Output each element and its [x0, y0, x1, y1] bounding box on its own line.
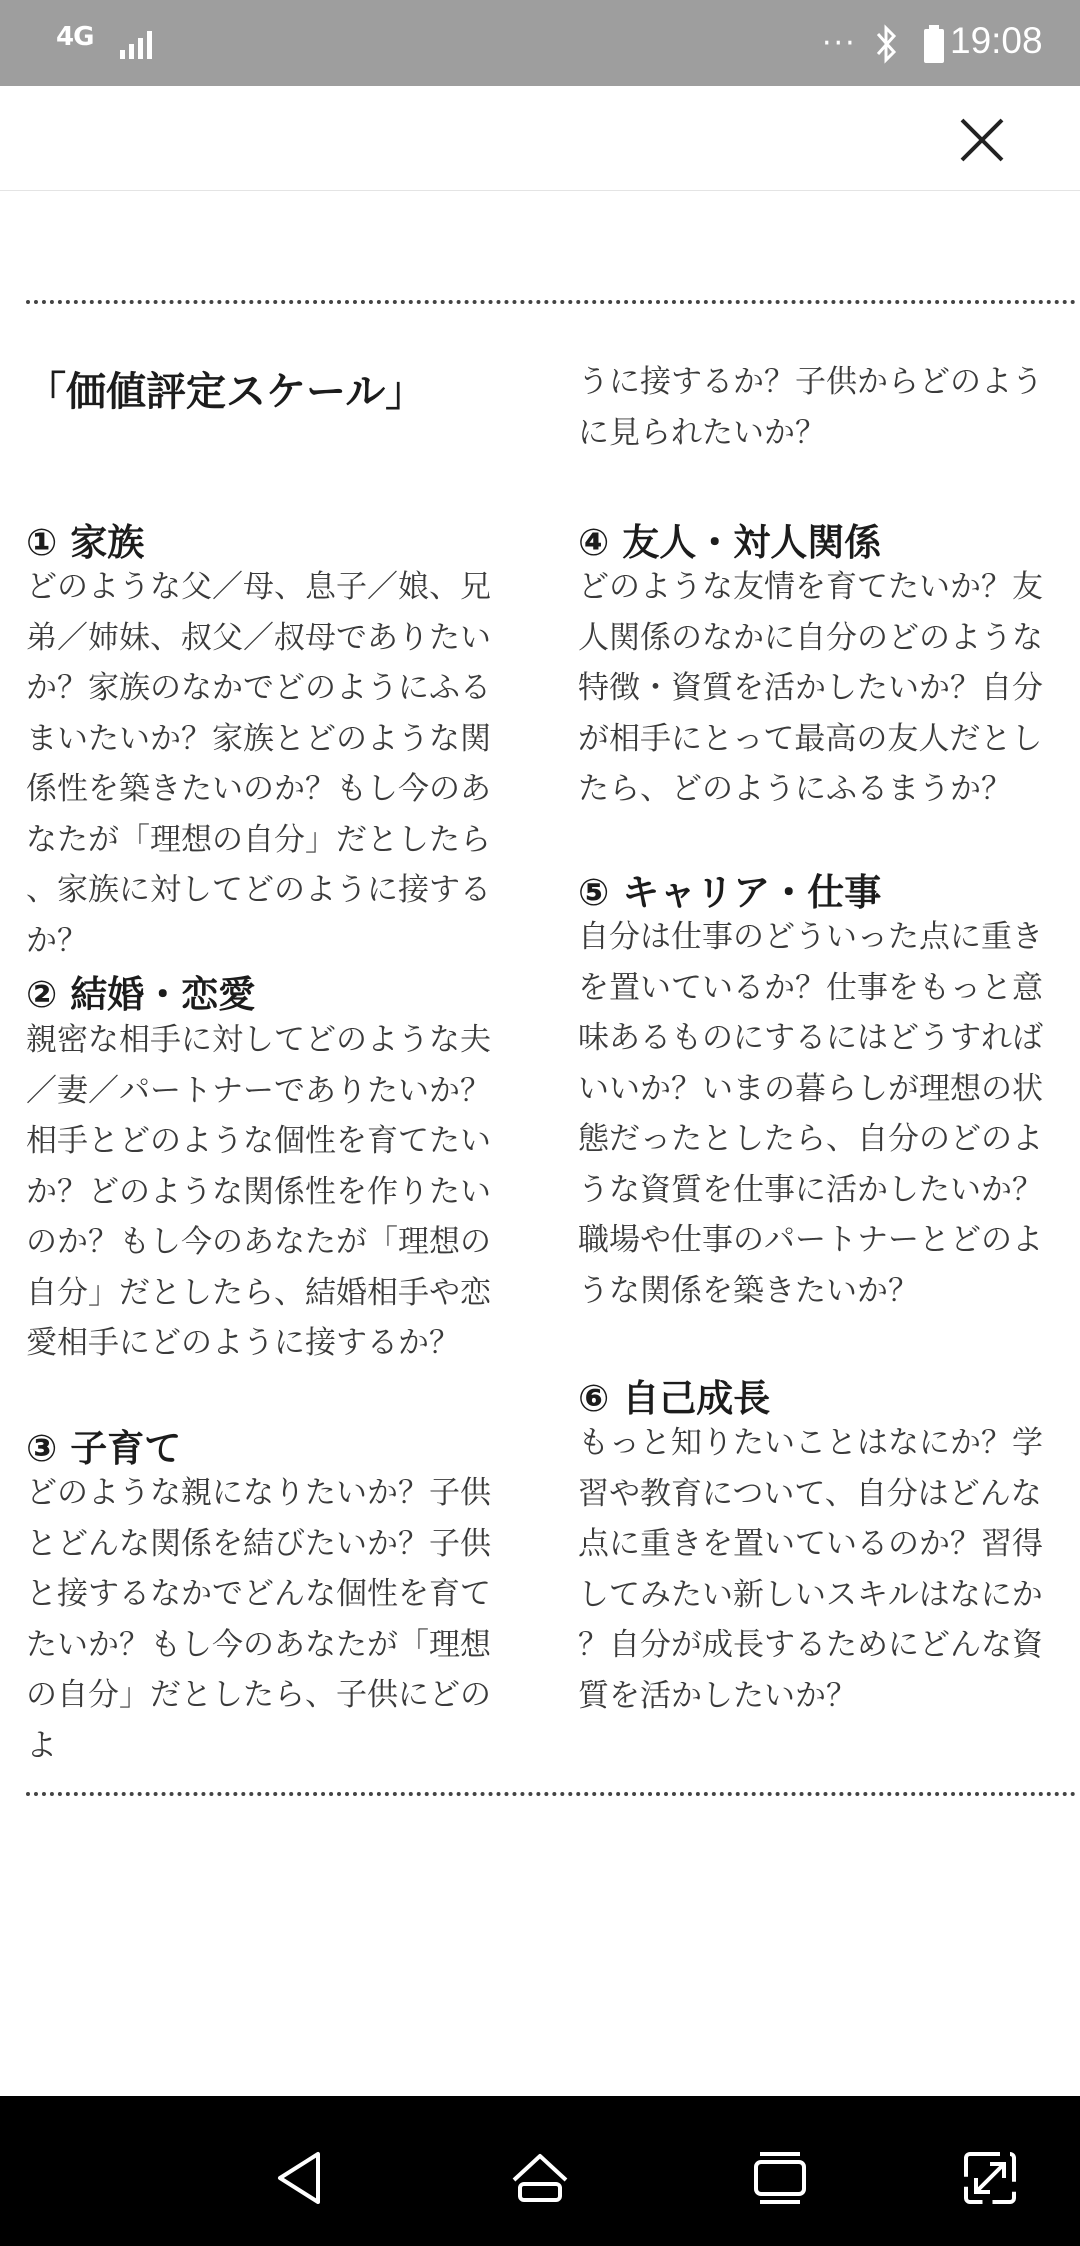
top-divider — [26, 300, 1076, 304]
section-body-career: 自分は仕事のどういった点に重きを置いているか？仕事をもっと意味あるものにするにはどうすればいいか？いまの暮らしが理想の状態だったとしたら、自分のどのような資質を仕事に活かしたいか？職場や仕事のパートナーとどのような関係を築きたいか？ — [578, 919, 1043, 1309]
navigation-bar — [0, 2096, 1080, 2246]
section-heading-growth: ⑥ 自己成長 — [578, 1377, 771, 1420]
back-triangle-icon[interactable] — [270, 2148, 330, 2208]
section-heading-career: ⑤ キャリア・仕事 — [578, 871, 882, 914]
section-body-friends: どのような友情を育てたいか？友人関係のなかに自分のどのような特徴・資質を活かしたいか？自分が相手にとって最高の友人だとしたら、どのようにふるまうか？ — [578, 569, 1043, 807]
section-body-parenting-continued: うに接するか？子供からどのように見られたいか？ — [578, 364, 1043, 451]
signal-bars-icon — [120, 26, 160, 60]
expand-icon[interactable] — [960, 2148, 1020, 2208]
page-title: 「価値評定スケール」 — [26, 369, 426, 415]
top-bar — [0, 86, 1080, 191]
recents-icon[interactable] — [750, 2148, 810, 2208]
section-body-family: どのような父／母、息子／娘、兄弟／姉妹、叔父／叔母でありたいか？家族のなかでどのようにふるまいたいか？家族とどのような関係性を築きたいのか？もし今のあなたが「理想の自分」だとしたら、家族に対してどのように接するか？ — [26, 569, 491, 959]
home-icon[interactable] — [510, 2148, 570, 2208]
clock: 19:08 — [950, 20, 1043, 61]
section-body-marriage: 親密な相手に対してどのような夫／妻／パートナーでありたいか？相手とどのような個性を育てたいか？どのような関係性を作りたいのか？もし今のあなたが「理想の自分」だとしたら、結婚相手や恋愛相手にどのように接するか？ — [26, 1022, 491, 1361]
close-icon[interactable] — [950, 108, 1014, 172]
section-body-growth: もっと知りたいことはなにか？学習や教育について、自分はどんな点に重きを置いているのか？習得してみたい新しいスキルはなにか？自分が成長するためにどんな資質を活かしたいか？ — [578, 1425, 1043, 1714]
battery-icon — [922, 24, 946, 64]
more-indicator: ··· — [822, 26, 857, 61]
bluetooth-icon — [872, 24, 900, 64]
bottom-divider — [26, 1792, 1076, 1796]
section-heading-marriage: ② 結婚・恋愛 — [26, 973, 256, 1016]
status-bar — [0, 0, 1080, 86]
section-heading-family: ① 家族 — [26, 521, 145, 564]
network-type: 4G — [56, 22, 94, 52]
section-body-parenting: どのような親になりたいか？子供とどんな関係を結びたいか？子供と接するなかでどんな個性を育てたいか？もし今のあなたが「理想の自分」だとしたら、子供にどのよ — [26, 1475, 491, 1764]
section-heading-friends: ④ 友人・対人関係 — [578, 521, 882, 564]
section-heading-parenting: ③ 子育て — [26, 1427, 182, 1470]
